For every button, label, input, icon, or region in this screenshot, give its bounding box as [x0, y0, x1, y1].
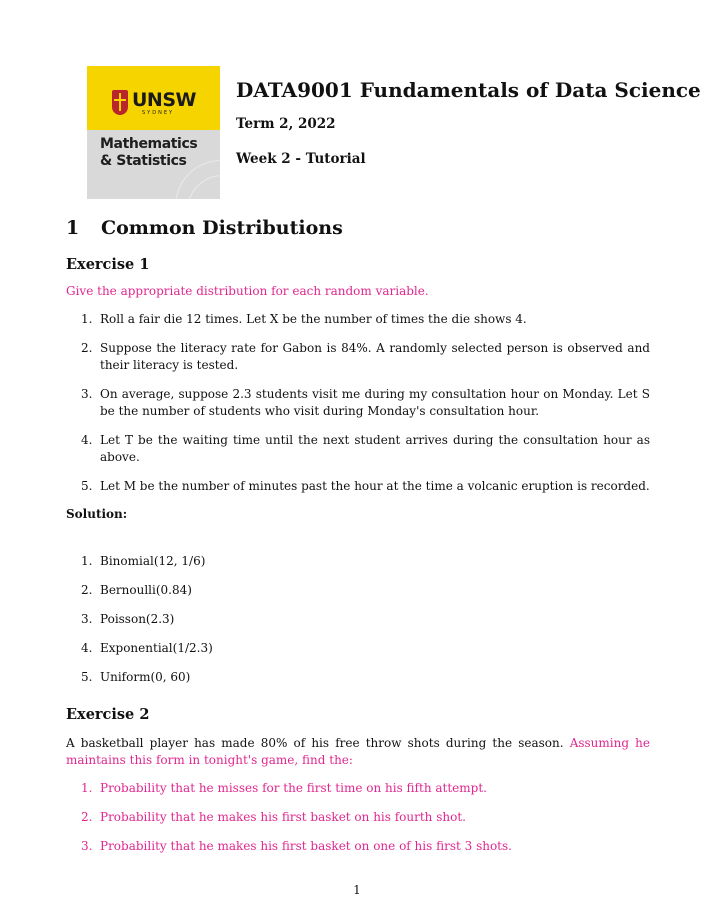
item-text: Probability that he misses for the first time on his fifth attempt.: [100, 781, 487, 795]
exercise-1-question-list: [66, 311, 650, 495]
item-number: 4.: [81, 641, 93, 655]
list-item: [66, 386, 650, 420]
exercise-1-prompt: Give the appropriate distribution for each random variable.: [66, 284, 429, 298]
term-label: Term 2, 2022: [236, 116, 336, 132]
exercise-1-solution-list: [66, 553, 650, 686]
item-number: 3.: [81, 612, 93, 626]
exercise-2-intro-text: A basketball player has made 80% of his free throw shots during the season.: [66, 736, 564, 750]
item-number: 2.: [81, 583, 93, 597]
list-item: [66, 432, 650, 466]
exercise-2-prompt: Assuming he maintains this form in tonight's game, find the:: [66, 736, 650, 767]
item-number: 1.: [81, 781, 93, 795]
item-text: Probability that he makes his first basket on one of his first 3 shots.: [100, 839, 512, 853]
exercise-2-intro: [66, 735, 650, 769]
list-item: [66, 640, 650, 657]
item-number: 1.: [81, 312, 93, 326]
list-item: [66, 582, 650, 599]
exercise-1-heading: Exercise 1: [66, 256, 150, 273]
logo-brand: UNSW: [132, 89, 196, 111]
section-heading: [66, 217, 343, 239]
item-number: 1.: [81, 554, 93, 568]
item-text: Bernoulli(0.84): [100, 583, 192, 597]
item-text: Suppose the literacy rate for Gabon is 84%. A randomly selected person is observed and their literacy is tested.: [100, 341, 650, 372]
item-number: 5.: [81, 670, 93, 684]
item-text: Let T be the waiting time until the next student arrives during the consultation hour as above.: [100, 433, 650, 464]
item-text: Let M be the number of minutes past the hour at the time a volcanic eruption is recorded.: [100, 479, 650, 493]
logo-yellow-band: [87, 66, 220, 130]
logo-faculty-line2: & Statistics: [100, 153, 187, 169]
item-text: Uniform(0, 60): [100, 670, 191, 684]
list-item: [66, 611, 650, 628]
item-number: 3.: [81, 387, 93, 401]
list-item: [66, 340, 650, 374]
item-number: 5.: [81, 479, 93, 493]
exercise-2-question-list: [66, 780, 650, 855]
solution-label: Solution:: [66, 507, 128, 521]
list-item: [66, 780, 650, 797]
item-number: 3.: [81, 839, 93, 853]
item-text: Binomial(12, 1/6): [100, 554, 206, 568]
item-number: 2.: [81, 341, 93, 355]
logo-sub-brand: SYDNEY: [142, 110, 175, 116]
item-text: Roll a fair die 12 times. Let X be the number of times the die shows 4.: [100, 312, 527, 326]
item-text: Probability that he makes his first basket on his fourth shot.: [100, 810, 466, 824]
logo-faculty-line1: Mathematics: [100, 136, 198, 152]
document-title: DATA9001 Fundamentals of Data Science: [236, 78, 701, 102]
item-number: 4.: [81, 433, 93, 447]
list-item: [66, 553, 650, 570]
list-item: [66, 669, 650, 686]
crest-icon: [112, 90, 128, 115]
week-label: Week 2 - Tutorial: [236, 151, 366, 167]
item-text: On average, suppose 2.3 students visit me during my consultation hour on Monday. Let S be the number of students who visit during Monday's consultation hour.: [100, 387, 650, 418]
list-item: [66, 809, 650, 826]
list-item: [66, 311, 650, 328]
section-number: 1: [66, 217, 80, 239]
list-item: [66, 478, 650, 495]
section-title: Common Distributions: [101, 217, 343, 239]
unsw-logo: [87, 66, 220, 199]
page-number: 1: [353, 883, 361, 897]
item-number: 2.: [81, 810, 93, 824]
item-text: Exponential(1/2.3): [100, 641, 213, 655]
exercise-2-heading: Exercise 2: [66, 706, 150, 723]
list-item: [66, 838, 650, 855]
item-text: Poisson(2.3): [100, 612, 175, 626]
logo-faculty: [100, 136, 197, 170]
